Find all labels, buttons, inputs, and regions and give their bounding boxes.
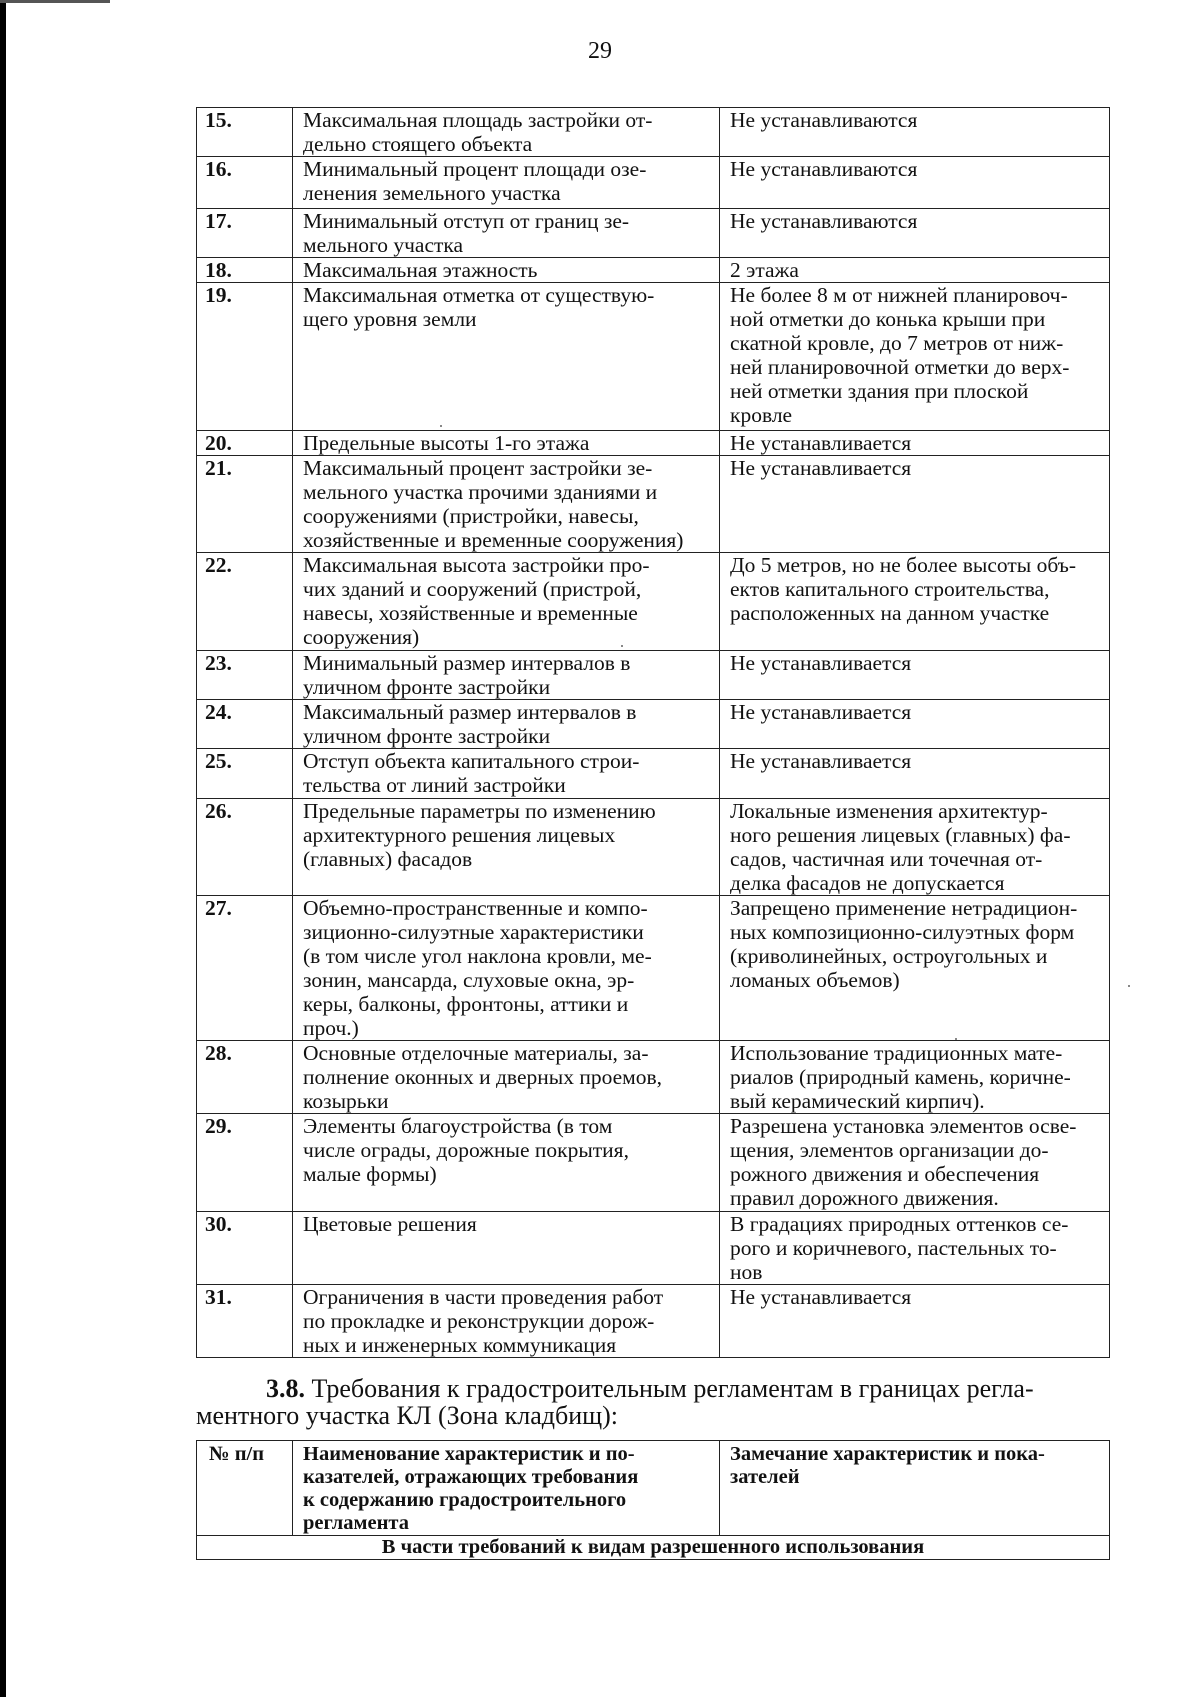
row-value-cell: Не устанавливается bbox=[720, 456, 1110, 553]
row-number-cell: 16. bbox=[197, 157, 293, 209]
table-row bbox=[197, 157, 1110, 209]
row-value-cell: Не устанавливается bbox=[720, 1285, 1110, 1358]
row-number-cell: 26. bbox=[197, 799, 293, 896]
scan-top-mark bbox=[0, 0, 110, 3]
row-name-cell: Цветовые решения bbox=[293, 1212, 720, 1285]
section-number: 3.8. bbox=[266, 1374, 305, 1403]
row-value-cell: 2 этажа bbox=[720, 258, 1110, 283]
header-number-cell: № п/п bbox=[197, 1441, 293, 1536]
header-name-cell: Наименование характеристик и по- казателей, отражающих требования к содержанию градостроительного регламента bbox=[293, 1441, 720, 1536]
row-value-cell: Не устанавливается bbox=[720, 749, 1110, 799]
row-value-cell: Не устанавливаются bbox=[720, 209, 1110, 258]
row-value-cell: Запрещено применение нетрадицион- ных композиционно-силуэтных форм (криволинейных, остроугольных и ломаных объемов) bbox=[720, 896, 1110, 1041]
row-name-cell: Минимальный процент площади озе- ленения земельного участка bbox=[293, 157, 720, 209]
parameters-table bbox=[196, 107, 1110, 1358]
row-number-cell: 21. bbox=[197, 456, 293, 553]
row-number-cell: 20. bbox=[197, 431, 293, 456]
section-title-line2: ментного участка КЛ (Зона кладбищ): bbox=[196, 1401, 619, 1430]
row-value-cell: Не более 8 м от нижней планировоч- ной отметки до конька крыши при скатной кровле, до 7 метров от ниж- ней планировочной отметки до верх- ней отметки здания при плоской кровле bbox=[720, 283, 1110, 431]
row-number-cell: 17. bbox=[197, 209, 293, 258]
row-value-cell: В градациях природных оттенков се- рого и коричневого, пастельных то- нов bbox=[720, 1212, 1110, 1285]
row-number-cell: 22. bbox=[197, 553, 293, 651]
row-number-cell: 18. bbox=[197, 258, 293, 283]
requirements-subheader-row bbox=[197, 1536, 1110, 1560]
table-row bbox=[197, 431, 1110, 456]
row-value-cell: Не устанавливается bbox=[720, 431, 1110, 456]
row-value-cell: До 5 метров, но не более высоты объ- ектов капитального строительства, расположенных на данном участке bbox=[720, 553, 1110, 651]
row-number-cell: 27. bbox=[197, 896, 293, 1041]
table-row bbox=[197, 749, 1110, 799]
row-name-cell: Минимальный размер интервалов в уличном фронте застройки bbox=[293, 651, 720, 700]
row-name-cell: Ограничения в части проведения работ по прокладке и реконструкции дорож- ных и инженерных коммуникация bbox=[293, 1285, 720, 1358]
row-name-cell: Отступ объекта капитального строи- тельства от линий застройки bbox=[293, 749, 720, 799]
row-value-cell: Использование традиционных мате- риалов (природный камень, коричне- вый керамический кирпич). bbox=[720, 1041, 1110, 1114]
header-remark-cell: Замечание характеристик и пока- зателей bbox=[720, 1441, 1110, 1536]
table-row bbox=[197, 258, 1110, 283]
row-value-cell: Локальные изменения архитектур- ного решения лицевых (главных) фа- садов, частичная или точечная от- делка фасадов не допускается bbox=[720, 799, 1110, 896]
row-name-cell: Объемно-пространственные и компо- зиционно-силуэтные характеристики (в том числе угол наклона кровли, ме- зонин, мансарда, слуховые окна, эр- керы, балконы, фронтоны, аттики и проч.) bbox=[293, 896, 720, 1041]
row-name-cell: Минимальный отступ от границ зе- мельного участка bbox=[293, 209, 720, 258]
table-row bbox=[197, 799, 1110, 896]
row-number-cell: 19. bbox=[197, 283, 293, 431]
row-value-cell: Не устанавливается bbox=[720, 700, 1110, 749]
row-number-cell: 23. bbox=[197, 651, 293, 700]
page-number: 29 bbox=[588, 38, 612, 64]
scan-speck bbox=[621, 645, 623, 647]
row-name-cell: Основные отделочные материалы, за- полнение оконных и дверных проемов, козырьки bbox=[293, 1041, 720, 1114]
row-number-cell: 25. bbox=[197, 749, 293, 799]
row-number-cell: 30. bbox=[197, 1212, 293, 1285]
row-value-cell: Не устанавливается bbox=[720, 651, 1110, 700]
row-name-cell: Максимальная площадь застройки от- дельно стоящего объекта bbox=[293, 108, 720, 157]
table-row bbox=[197, 1285, 1110, 1358]
section-title-line1: Требования к градостроительным регламентам в границах регла- bbox=[305, 1374, 1034, 1403]
table-row bbox=[197, 896, 1110, 1041]
table-row bbox=[197, 1114, 1110, 1212]
table-row bbox=[197, 283, 1110, 431]
row-name-cell: Максимальная высота застройки про- чих зданий и сооружений (пристрой, навесы, хозяйственные и временные сооружения) bbox=[293, 553, 720, 651]
subheader-cell: В части требований к видам разрешенного использования bbox=[197, 1536, 1110, 1560]
scan-speck bbox=[440, 425, 442, 427]
row-name-cell: Предельные параметры по изменению архитектурного решения лицевых (главных) фасадов bbox=[293, 799, 720, 896]
row-number-cell: 24. bbox=[197, 700, 293, 749]
row-value-cell: Не устанавливаются bbox=[720, 157, 1110, 209]
row-number-cell: 31. bbox=[197, 1285, 293, 1358]
scan-speck bbox=[955, 1038, 957, 1040]
table-row bbox=[197, 700, 1110, 749]
requirements-table bbox=[196, 1440, 1110, 1560]
table-row bbox=[197, 651, 1110, 700]
row-name-cell: Максимальная отметка от существую- щего уровня земли bbox=[293, 283, 720, 431]
table-row bbox=[197, 1212, 1110, 1285]
table-row bbox=[197, 553, 1110, 651]
row-number-cell: 29. bbox=[197, 1114, 293, 1212]
table-row bbox=[197, 456, 1110, 553]
table-row bbox=[197, 108, 1110, 157]
row-value-cell: Не устанавливаются bbox=[720, 108, 1110, 157]
row-number-cell: 28. bbox=[197, 1041, 293, 1114]
row-name-cell: Элементы благоустройства (в том числе ограды, дорожные покрытия, малые формы) bbox=[293, 1114, 720, 1212]
table-row bbox=[197, 1041, 1110, 1114]
section-heading bbox=[196, 1375, 1109, 1429]
scan-speck bbox=[1128, 985, 1130, 987]
row-name-cell: Максимальная этажность bbox=[293, 258, 720, 283]
table-row bbox=[197, 209, 1110, 258]
row-name-cell: Предельные высоты 1-го этажа bbox=[293, 431, 720, 456]
requirements-header-row bbox=[197, 1441, 1110, 1536]
row-name-cell: Максимальный процент застройки зе- мельного участка прочими зданиями и сооружениями (пристройки, навесы, хозяйственные и временные сооружения) bbox=[293, 456, 720, 553]
scan-left-edge bbox=[0, 0, 6, 1697]
row-name-cell: Максимальный размер интервалов в уличном фронте застройки bbox=[293, 700, 720, 749]
row-value-cell: Разрешена установка элементов осве- щения, элементов организации до- рожного движения и обеспечения правил дорожного движения. bbox=[720, 1114, 1110, 1212]
row-number-cell: 15. bbox=[197, 108, 293, 157]
